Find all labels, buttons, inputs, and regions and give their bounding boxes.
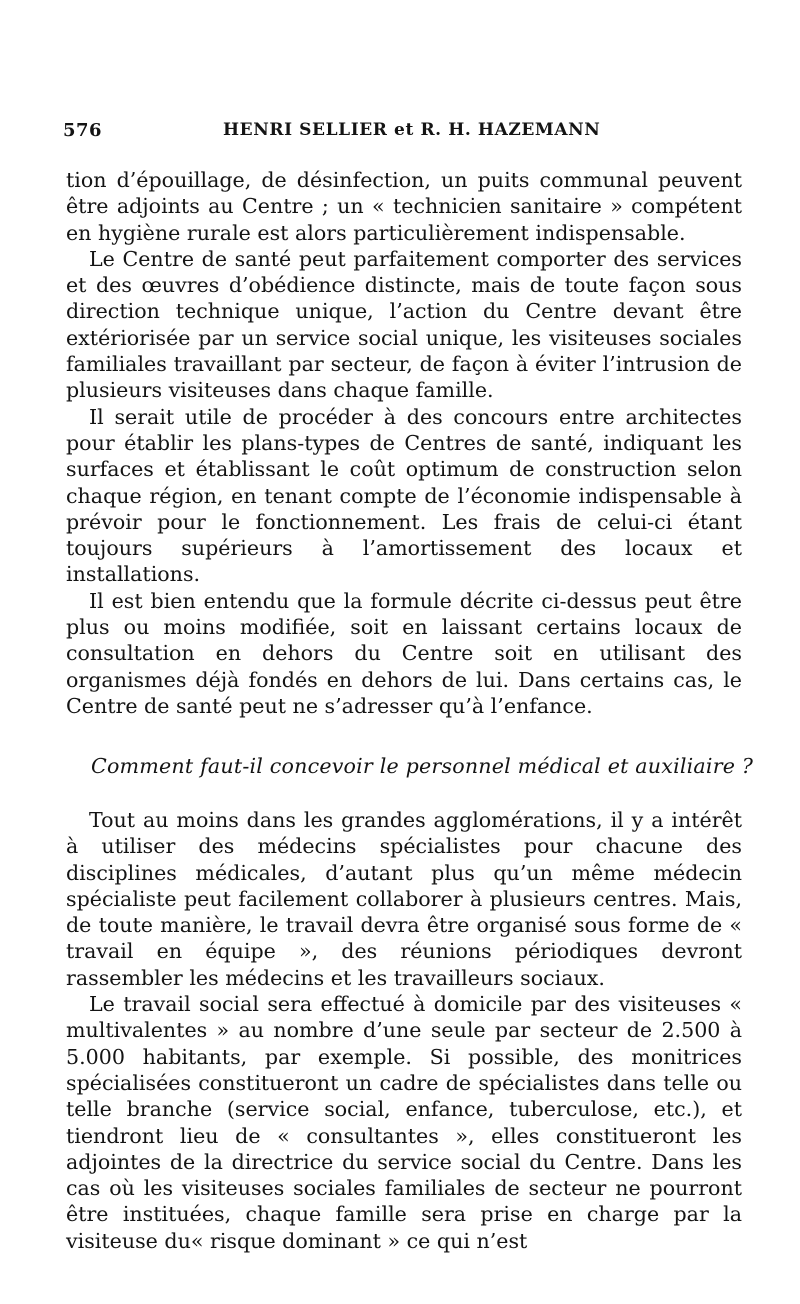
body-text-section-2 [66,807,742,1254]
paragraph: Il serait utile de procéder à des concours entre architectes pour établir les plans-types de Centres de santé, indiquant les surfaces et établissant le coût optimum de construction selon chaque région, en tenant compte de l’économie indispensable à prévoir pour le fonctionnement. Les frais de celui-ci étant toujours supérieurs à l’amortissement des locaux et installations. [66,404,742,587]
running-head-authors: HENRI SELLIER et R. H. HAZEMANN [223,120,601,140]
section-heading: Comment faut-il concevoir le personnel médical et auxiliaire ? [91,754,754,778]
page-number: 576 [63,120,103,141]
paragraph: Il est bien entendu que la formule décrite ci-dessus peut être plus ou moins modifiée, soit en laissant certains locaux de consultation en dehors du Centre soit en utilisant des organismes déjà fondés en dehors de lui. Dans certains cas, le Centre de santé peut ne s’adresser qu’à l’enfance. [66,588,742,718]
paragraph: Tout au moins dans les grandes agglomérations, il y a intérêt à utiliser des médecins spécialistes pour chacune des disciplines médicales, d’autant plus qu’un même médecin spécialiste peut facilement collaborer à plusieurs centres. Mais, de toute manière, le travail devra être organisé sous forme de « travail en équipe », des réunions périodiques devront rassembler les médecins et les travailleurs sociaux. [66,808,742,990]
body-text-section-1 [66,167,742,719]
running-head [63,120,741,146]
paragraph-continued: tion d’épouillage, de désinfection, un puits communal peuvent être adjoints au Centre ; un « technicien sanitaire » compétent en hygiène rurale est alors particulièrement indispensable. [66,168,742,245]
paragraph: Le Centre de santé peut parfaitement comporter des services et des œuvres d’obédience distincte, mais de toute façon sous direction technique unique, l’action du Centre devant être extériorisée par un service social unique, les visiteuses sociales familiales travaillant par secteur, de façon à éviter l’intrusion de plusieurs visiteuses dans chaque famille. [66,246,742,403]
paragraph: Le travail social sera effectué à domicile par des visiteuses « multivalentes » au nombre d’une seule par secteur de 2.500 à 5.000 habitants, par exemple. Si possible, des monitrices spécialisées constitueront un cadre de spécialistes dans telle ou telle branche (service social, enfance, tuberculose, etc.), et tiendront lieu de « consultantes », elles constitueront les adjointes de la directrice du service social du Centre. Dans les cas où les visiteuses sociales familiales de secteur ne pourront être instituées, chaque famille sera prise en charge par la visiteuse du« risque dominant » ce qui n’est [66,992,742,1253]
